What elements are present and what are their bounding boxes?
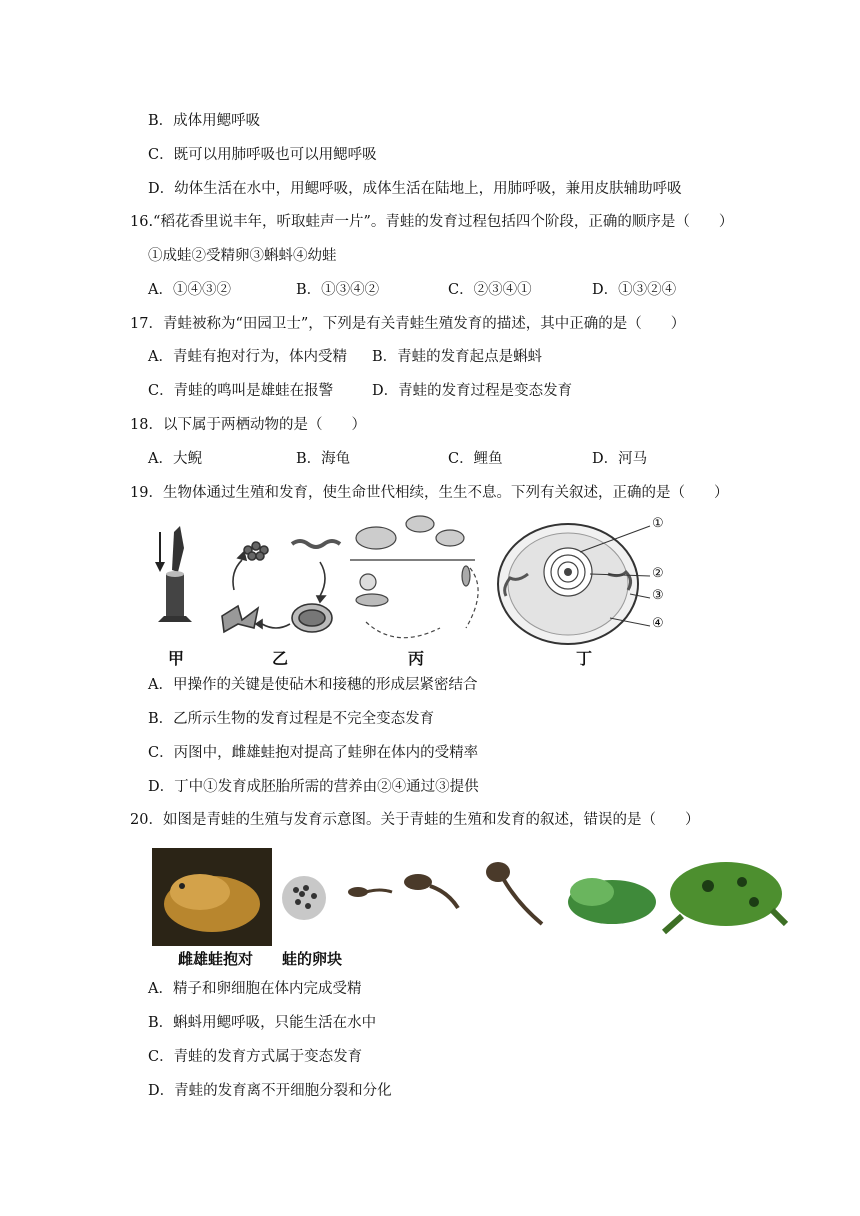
q18-stem: 18．以下属于两栖动物的是（ ） [130,417,366,433]
q18-option-d: D．河马 [592,451,648,467]
q19-stem: 19．生物体通过生殖和发育，使生命世代相续，生生不息。下列有关叙述，正确的是（ ） [130,485,729,501]
grafting-icon [155,526,192,622]
q17-option-b: B．青蛙的发育起点是蝌蚪 [372,349,543,365]
frog-amplexus-photo [152,848,272,946]
tadpole-icon [348,862,542,924]
egg-structure-icon [498,524,650,644]
q19-option-a: A．甲操作的关键是使砧木和接穗的形成层紧密结合 [148,677,478,693]
q16-option-a: A．①④③② [148,282,231,298]
q17-option-a: A．青蛙有抱对行为，体内受精 [148,349,347,365]
q16-option-d: D．①③②④ [592,282,677,298]
q16-items: ①成蛙②受精卵③蝌蚪④幼蛙 [148,248,337,264]
q15-option-b: B．成体用鳃呼吸 [148,113,261,129]
q18-option-b: B．海龟 [296,451,351,467]
frog-cycle-icon [350,516,478,638]
fig-label-jia: 甲 [168,649,185,668]
fig-label-bing: 丙 [408,649,425,668]
q20-stem: 20．如图是青蛙的生殖与发育示意图。关于青蛙的生殖和发育的叙述，错误的是（ ） [130,812,700,828]
caption-frog-spawn: 蛙的卵块 [282,950,343,968]
caption-amplexus: 雌雄蛙抱对 [178,950,254,968]
q17-option-c: C．青蛙的鸣叫是雄蛙在报警 [148,383,334,399]
young-frog-icon [568,878,656,924]
q17-option-d: D．青蛙的发育过程是变态发育 [372,383,573,399]
q20-option-d: D．青蛙的发育离不开细胞分裂和分化 [148,1083,392,1099]
q16-option-c: C．②③④① [448,282,532,298]
q16-option-b: B．①③④② [296,282,380,298]
fig-label-yi: 乙 [272,649,289,668]
egg-mark-3: ③ [652,588,664,603]
q15-option-c: C．既可以用肺呼吸也可以用鳃呼吸 [148,147,377,163]
q19-option-b: B．乙所示生物的发育过程是不完全变态发育 [148,711,435,727]
egg-mark-4: ④ [652,616,664,631]
q20-option-b: B．蝌蚪用鳃呼吸，只能生活在水中 [148,1015,377,1031]
egg-mark-1: ① [652,516,664,531]
q19-option-c: C．丙图中，雌雄蛙抱对提高了蛙卵在体内的受精率 [148,745,479,761]
egg-mark-2: ② [652,566,664,581]
q18-option-c: C．鲤鱼 [448,451,503,467]
q19-option-d: D．丁中①发育成胚胎所需的营养由②④通过③提供 [148,779,479,795]
q17-stem: 17．青蛙被称为“田园卫士”，下列是有关青蛙生殖发育的描述，其中正确的是（ ） [130,316,686,332]
adult-frog-icon [664,862,786,932]
q15-option-d: D．幼体生活在水中，用鳃呼吸，成体生活在陆地上，用肺呼吸，兼用皮肤辅助呼吸 [148,181,682,197]
q20-figure [152,846,792,950]
q16-stem: 16.“稻花香里说丰年，听取蛙声一片”。青蛙的发育过程包括四个阶段，正确的顺序是（ ） [130,214,734,230]
q18-option-a: A．大鲵 [148,451,202,467]
frog-spawn-icon [282,876,326,920]
silkworm-cycle-icon [222,541,340,632]
fig-label-ding: 丁 [576,649,593,668]
q20-option-a: A．精子和卵细胞在体内完成受精 [148,981,362,997]
q20-option-c: C．青蛙的发育方式属于变态发育 [148,1049,363,1065]
